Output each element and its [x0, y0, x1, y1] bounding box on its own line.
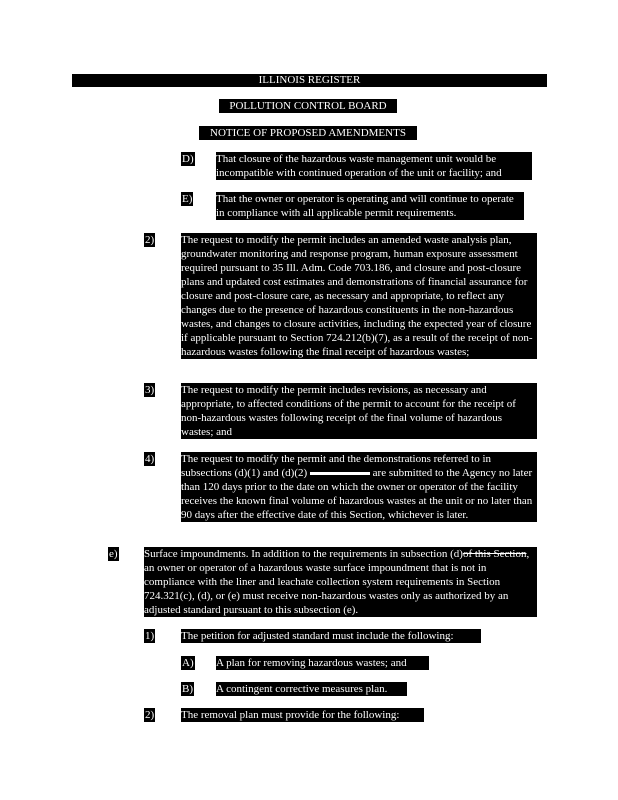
- item-e-text: That the owner or operator is operating and will continue to operate in compliance with all applicable permit requirements.: [216, 192, 524, 220]
- item-4-text-a: The request to modify the permit and the demonstrations referred to in subsections (d)(1) and (d)(2): [181, 453, 492, 479]
- item-e2-text-a: Surface impoundments. In addition to the requirements in subsection (d): [144, 548, 463, 560]
- register-title: ILLINOIS REGISTER: [258, 74, 361, 86]
- item-e2-text: [144, 547, 537, 617]
- item-3-text: The request to modify the permit includes revisions, as necessary and appropriate, to affected conditions of the permit to account for the receipt of non-hazardous wastes following receipt of the final volume of hazardous wastes; and: [181, 383, 537, 439]
- item-b-label: B): [182, 683, 193, 695]
- item-a-label: A): [182, 657, 194, 669]
- board-title: POLLUTION CONTROL BOARD: [219, 99, 397, 113]
- item-1-label: 1): [145, 630, 155, 642]
- item-e2-strike: of this Section: [462, 548, 527, 560]
- item-2b-text: The removal plan must provide for the following:: [181, 708, 424, 722]
- item-d-label: D): [182, 153, 194, 165]
- item-e2-label: e): [109, 548, 118, 560]
- item-4-text: [181, 452, 537, 522]
- item-2b-label: 2): [145, 709, 155, 721]
- redaction-mark: [310, 472, 370, 475]
- item-a-text: A plan for removing hazardous wastes; and: [216, 656, 429, 670]
- item-b-text: A contingent corrective measures plan.: [216, 682, 407, 696]
- item-4-label: 4): [145, 453, 155, 465]
- item-2-label: 2): [145, 234, 155, 246]
- item-1-text: The petition for adjusted standard must include the following:: [181, 629, 481, 643]
- item-d-text: That closure of the hazardous waste management unit would be incompatible with continued operation of the unit or facility; and: [216, 152, 532, 180]
- notice-title: NOTICE OF PROPOSED AMENDMENTS: [199, 126, 417, 140]
- item-4-text-b: are submitted to the Agency no later than 120 days prior to the date on which the owner or operator of the facility receives the known final volume of hazardous wastes at the unit or no later than 90 days after the effective date of this Section, whichever is later.: [181, 467, 533, 521]
- item-2-text: The request to modify the permit includes an amended waste analysis plan, groundwater monitoring and response program, human exposure assessment required pursuant to 35 Ill. Adm. Code 703.186, and closure and post-closure plans and updated cost estimates and demonstrations of financial assurance for closure and post-closure care, as necessary and appropriate, to reflect any changes due to the presence of hazardous constituents in the non-hazardous wastes, and changes to closure activities, including the expected year of closure if applicable pursuant to Section 724.212(b)(7), as a result of the receipt of non-hazardous wastes following the final receipt of hazardous wastes;: [181, 233, 537, 359]
- item-3-label: 3): [145, 384, 155, 396]
- item-e-label: E): [182, 193, 193, 205]
- item-e2-text-b: , an owner or operator of a hazardous waste surface impoundment that is not in compliance with the liner and leachate collection system requirements in Section 724.321(c), (d), or (e) must receive non-hazardous wastes only as authorized by an adjusted standard pursuant to this subsection (e).: [144, 548, 530, 616]
